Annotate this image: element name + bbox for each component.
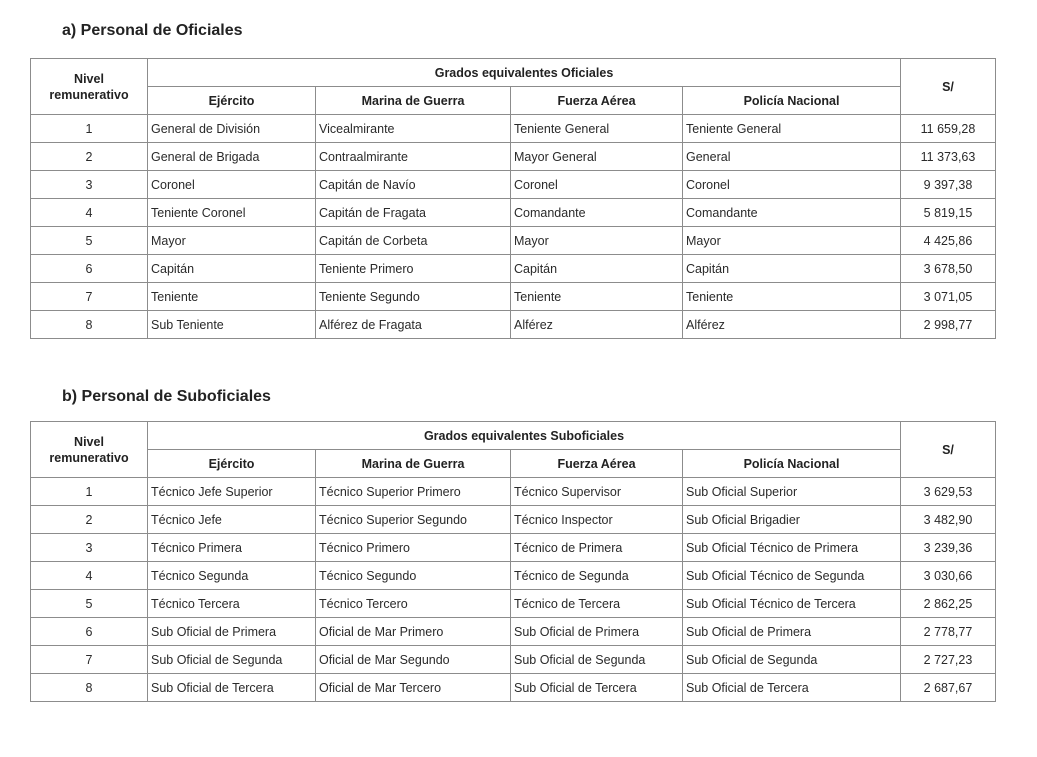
amount-cell: 2 998,77 bbox=[901, 311, 996, 339]
amount-cell: 3 030,66 bbox=[901, 562, 996, 590]
ejercito-cell: Coronel bbox=[148, 171, 316, 199]
nivel-cell: 2 bbox=[31, 143, 148, 171]
nivel-cell: 8 bbox=[31, 674, 148, 702]
nivel-cell: 4 bbox=[31, 562, 148, 590]
nivel-header-line2: remunerativo bbox=[49, 450, 129, 465]
table-row bbox=[31, 227, 996, 255]
amount-cell: 3 239,36 bbox=[901, 534, 996, 562]
section-title-oficiales: a) Personal de Oficiales bbox=[62, 22, 243, 39]
fuerza-aerea-cell: Sub Oficial de Primera bbox=[511, 618, 683, 646]
table-body bbox=[31, 478, 996, 702]
amount-cell: 11 659,28 bbox=[901, 115, 996, 143]
nivel-cell: 1 bbox=[31, 478, 148, 506]
policia-cell: Alférez bbox=[683, 311, 901, 339]
policia-cell: Sub Oficial de Tercera bbox=[683, 674, 901, 702]
amount-cell: 3 071,05 bbox=[901, 283, 996, 311]
nivel-cell: 3 bbox=[31, 171, 148, 199]
ejercito-cell: Técnico Jefe Superior bbox=[148, 478, 316, 506]
group-header: Grados equivalentes Oficiales bbox=[148, 59, 901, 87]
ejercito-cell: Teniente Coronel bbox=[148, 199, 316, 227]
group-header: Grados equivalentes Suboficiales bbox=[148, 422, 901, 450]
ejercito-cell: Sub Oficial de Tercera bbox=[148, 674, 316, 702]
nivel-cell: 8 bbox=[31, 311, 148, 339]
ejercito-cell: Técnico Segunda bbox=[148, 562, 316, 590]
fuerza-aerea-cell: Técnico de Primera bbox=[511, 534, 683, 562]
policia-cell: Comandante bbox=[683, 199, 901, 227]
currency-header: S/ bbox=[901, 59, 996, 115]
policia-cell: Coronel bbox=[683, 171, 901, 199]
nivel-cell: 7 bbox=[31, 646, 148, 674]
column-header-policia: Policía Nacional bbox=[683, 450, 901, 478]
ejercito-cell: Sub Oficial de Segunda bbox=[148, 646, 316, 674]
table-row bbox=[31, 506, 996, 534]
policia-cell: Capitán bbox=[683, 255, 901, 283]
ejercito-cell: Mayor bbox=[148, 227, 316, 255]
currency-header: S/ bbox=[901, 422, 996, 478]
table-row bbox=[31, 143, 996, 171]
ejercito-cell: General de División bbox=[148, 115, 316, 143]
policia-cell: Teniente bbox=[683, 283, 901, 311]
column-header-marina: Marina de Guerra bbox=[316, 450, 511, 478]
nivel-cell: 3 bbox=[31, 534, 148, 562]
fuerza-aerea-cell: Técnico de Segunda bbox=[511, 562, 683, 590]
nivel-cell: 4 bbox=[31, 199, 148, 227]
table-row bbox=[31, 115, 996, 143]
amount-cell: 2 862,25 bbox=[901, 590, 996, 618]
nivel-cell: 6 bbox=[31, 618, 148, 646]
marina-cell: Contraalmirante bbox=[316, 143, 511, 171]
fuerza-aerea-cell: Teniente General bbox=[511, 115, 683, 143]
table-row bbox=[31, 171, 996, 199]
policia-cell: Sub Oficial de Segunda bbox=[683, 646, 901, 674]
nivel-header-line2: remunerativo bbox=[49, 87, 129, 102]
policia-cell: Mayor bbox=[683, 227, 901, 255]
table-row bbox=[31, 590, 996, 618]
fuerza-aerea-cell: Alférez bbox=[511, 311, 683, 339]
fuerza-aerea-cell: Coronel bbox=[511, 171, 683, 199]
marina-cell: Oficial de Mar Primero bbox=[316, 618, 511, 646]
marina-cell: Capitán de Corbeta bbox=[316, 227, 511, 255]
nivel-header-line1: Nivel bbox=[74, 71, 104, 86]
column-header-fuerza-aerea: Fuerza Aérea bbox=[511, 87, 683, 115]
ejercito-cell: Técnico Tercera bbox=[148, 590, 316, 618]
table-row bbox=[31, 311, 996, 339]
ejercito-cell: Sub Teniente bbox=[148, 311, 316, 339]
marina-cell: Técnico Superior Segundo bbox=[316, 506, 511, 534]
table-row bbox=[31, 283, 996, 311]
nivel-header bbox=[31, 422, 148, 478]
ejercito-cell: Teniente bbox=[148, 283, 316, 311]
nivel-cell: 5 bbox=[31, 227, 148, 255]
policia-cell: General bbox=[683, 143, 901, 171]
nivel-header bbox=[31, 59, 148, 115]
marina-cell: Oficial de Mar Tercero bbox=[316, 674, 511, 702]
amount-cell: 4 425,86 bbox=[901, 227, 996, 255]
fuerza-aerea-cell: Técnico Inspector bbox=[511, 506, 683, 534]
marina-cell: Oficial de Mar Segundo bbox=[316, 646, 511, 674]
table-oficiales bbox=[30, 58, 996, 339]
table-body bbox=[31, 115, 996, 339]
policia-cell: Sub Oficial de Primera bbox=[683, 618, 901, 646]
fuerza-aerea-cell: Capitán bbox=[511, 255, 683, 283]
fuerza-aerea-cell: Mayor General bbox=[511, 143, 683, 171]
column-header-ejercito: Ejército bbox=[148, 87, 316, 115]
nivel-cell: 6 bbox=[31, 255, 148, 283]
ejercito-cell: Sub Oficial de Primera bbox=[148, 618, 316, 646]
column-header-policia: Policía Nacional bbox=[683, 87, 901, 115]
fuerza-aerea-cell: Técnico de Tercera bbox=[511, 590, 683, 618]
fuerza-aerea-cell: Técnico Supervisor bbox=[511, 478, 683, 506]
marina-cell: Capitán de Fragata bbox=[316, 199, 511, 227]
nivel-cell: 1 bbox=[31, 115, 148, 143]
section-title-suboficiales: b) Personal de Suboficiales bbox=[62, 388, 271, 405]
policia-cell: Teniente General bbox=[683, 115, 901, 143]
ejercito-cell: General de Brigada bbox=[148, 143, 316, 171]
table-row bbox=[31, 255, 996, 283]
policia-cell: Sub Oficial Técnico de Tercera bbox=[683, 590, 901, 618]
marina-cell: Vicealmirante bbox=[316, 115, 511, 143]
ejercito-cell: Técnico Primera bbox=[148, 534, 316, 562]
nivel-cell: 7 bbox=[31, 283, 148, 311]
column-header-ejercito: Ejército bbox=[148, 450, 316, 478]
policia-cell: Sub Oficial Brigadier bbox=[683, 506, 901, 534]
nivel-cell: 2 bbox=[31, 506, 148, 534]
ejercito-cell: Técnico Jefe bbox=[148, 506, 316, 534]
amount-cell: 2 727,23 bbox=[901, 646, 996, 674]
amount-cell: 5 819,15 bbox=[901, 199, 996, 227]
amount-cell: 3 678,50 bbox=[901, 255, 996, 283]
table-row bbox=[31, 534, 996, 562]
table-row bbox=[31, 478, 996, 506]
amount-cell: 2 778,77 bbox=[901, 618, 996, 646]
column-header-fuerza-aerea: Fuerza Aérea bbox=[511, 450, 683, 478]
table-suboficiales bbox=[30, 421, 996, 702]
marina-cell: Teniente Primero bbox=[316, 255, 511, 283]
ejercito-cell: Capitán bbox=[148, 255, 316, 283]
table-row bbox=[31, 562, 996, 590]
marina-cell: Alférez de Fragata bbox=[316, 311, 511, 339]
amount-cell: 3 629,53 bbox=[901, 478, 996, 506]
nivel-cell: 5 bbox=[31, 590, 148, 618]
policia-cell: Sub Oficial Técnico de Segunda bbox=[683, 562, 901, 590]
column-header-marina: Marina de Guerra bbox=[316, 87, 511, 115]
table-row bbox=[31, 646, 996, 674]
table-row bbox=[31, 199, 996, 227]
table-row bbox=[31, 618, 996, 646]
amount-cell: 9 397,38 bbox=[901, 171, 996, 199]
fuerza-aerea-cell: Sub Oficial de Tercera bbox=[511, 674, 683, 702]
marina-cell: Capitán de Navío bbox=[316, 171, 511, 199]
policia-cell: Sub Oficial Superior bbox=[683, 478, 901, 506]
marina-cell: Técnico Primero bbox=[316, 534, 511, 562]
fuerza-aerea-cell: Mayor bbox=[511, 227, 683, 255]
amount-cell: 2 687,67 bbox=[901, 674, 996, 702]
policia-cell: Sub Oficial Técnico de Primera bbox=[683, 534, 901, 562]
fuerza-aerea-cell: Sub Oficial de Segunda bbox=[511, 646, 683, 674]
table-row bbox=[31, 674, 996, 702]
amount-cell: 3 482,90 bbox=[901, 506, 996, 534]
marina-cell: Técnico Segundo bbox=[316, 562, 511, 590]
nivel-header-line1: Nivel bbox=[74, 434, 104, 449]
fuerza-aerea-cell: Teniente bbox=[511, 283, 683, 311]
amount-cell: 11 373,63 bbox=[901, 143, 996, 171]
marina-cell: Teniente Segundo bbox=[316, 283, 511, 311]
marina-cell: Técnico Tercero bbox=[316, 590, 511, 618]
marina-cell: Técnico Superior Primero bbox=[316, 478, 511, 506]
fuerza-aerea-cell: Comandante bbox=[511, 199, 683, 227]
